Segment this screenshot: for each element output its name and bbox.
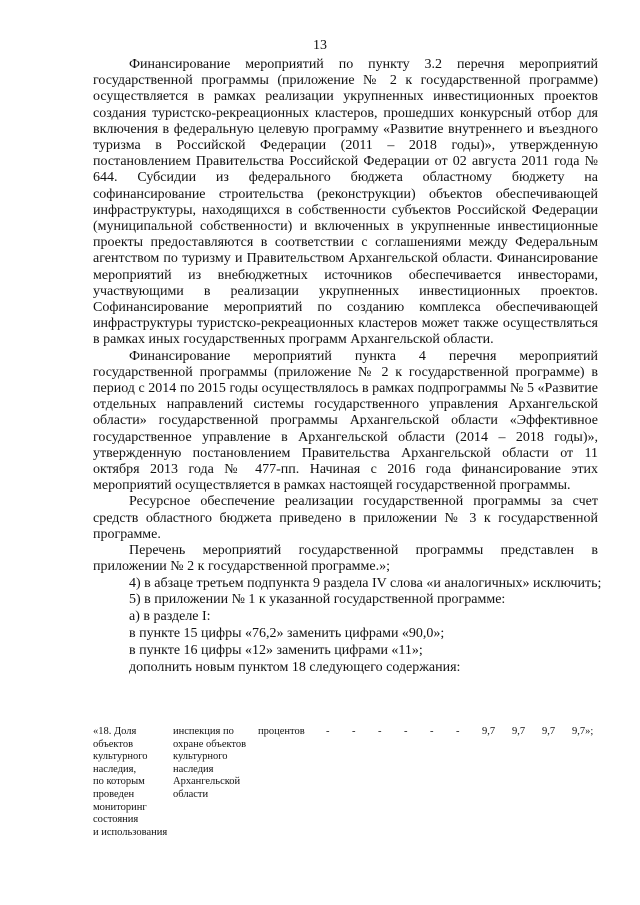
- value-cell: 9,7: [512, 726, 526, 737]
- unit-cell: процентов: [258, 726, 305, 737]
- amendment-item-5: 5) в приложении № 1 к указанной государственной программе:: [129, 592, 506, 608]
- amendment-point-16: в пункте 16 цифры «12» заменить цифрами «11»;: [129, 643, 423, 659]
- paragraph-resource-provision: Ресурсное обеспечение реализации государственной программы за счет средств областного бюджета приведено в приложении № 3 к государственной программе.: [93, 494, 598, 542]
- responsible-executor-cell: инспекция по охране объектов культурного наследия Архангельской области: [173, 726, 247, 800]
- value-dash-cell: -: [352, 726, 356, 737]
- value-cell: 9,7: [542, 726, 556, 737]
- value-cell: 9,7: [482, 726, 496, 737]
- value-dash-cell: -: [378, 726, 382, 737]
- amendment-item-5a: а) в разделе I:: [129, 609, 211, 625]
- table-row: [93, 726, 612, 839]
- value-dash-cell: -: [456, 726, 460, 737]
- paragraph-activity-list: Перечень мероприятий государственной программы представлен в приложении № 2 к государственной программе.»;: [93, 543, 598, 575]
- value-dash-cell: -: [326, 726, 330, 737]
- amendment-point-15: в пункте 15 цифры «76,2» заменить цифрами «90,0»;: [129, 626, 445, 642]
- paragraph-financing-4: Финансирование мероприятий пункта 4 перечня мероприятий государственной программы (приложение № 2 к государственной программе) в период с 2014 по 2015 годы осуществлялось в рамках подпрограммы № 5 «Развитие отдельных направлений системы государственного управления Архангельской области» государственной программы Архангельской области «Эффективное государственное управление в Архангельской области (2014 – 2018 годы)», утвержденную постановлением Правительства Архангельской области от 11 октября 2013 года № 477-пп. Начиная с 2016 года финансирование этих мероприятий осуществляется в рамках настоящей государственной программы.: [93, 348, 598, 494]
- paragraph-financing-3-2: Финансирование мероприятий по пункту 3.2 перечня мероприятий государственной программы (приложение № 2 к государственной программе) осуществляется в рамках реализации укрупненных инвестиционных проектов создания туристско-рекреационных кластеров, прошедших конкурсный отбор для включения в федеральную целевую программу «Развитие внутреннего и въездного туризма в Российской Федерации (2011 – 2018 годы)», утвержденную постановлением Правительства Российской Федерации от 02 августа 2011 года № 644. Субсидии из федерального бюджета областному бюджету на софинансирование строительства (реконструкции) объектов обеспечивающей инфраструктуры, находящихся в собственности субъектов Российской Федерации (муниципальной собственности) и включенных в укрупненные инвестиционные проекты предоставляются в соответствии с соглашениями между Федеральным агентством по туризму и Правительством Архангельской области. Финансирование мероприятий из внебюджетных источников обеспечивается инвесторами, участвующими в реализации укрупненных инвестиционных проектов. Софинансирование мероприятий по созданию комплекса обеспечивающей инфраструктуры туристско-рекреационных кластеров может также осуществляться в рамках иных государственных программ Архангельской области.: [93, 57, 598, 348]
- value-dash-cell: -: [404, 726, 408, 737]
- amendment-point-18: дополнить новым пунктом 18 следующего содержания:: [129, 660, 461, 676]
- value-cell: 9,7»;: [572, 726, 594, 737]
- indicator-table-row-18: [93, 726, 612, 839]
- page-number: 13: [313, 38, 327, 53]
- value-dash-cell: -: [430, 726, 434, 737]
- document-body: [93, 57, 602, 677]
- indicator-name-cell: «18. Доля объектов культурного наследия, по которым проведен мониторинг состояния и использования: [93, 726, 168, 838]
- amendment-item-4: 4) в абзаце третьем подпункта 9 раздела IV слова «и аналогичных» исключить;: [129, 575, 602, 591]
